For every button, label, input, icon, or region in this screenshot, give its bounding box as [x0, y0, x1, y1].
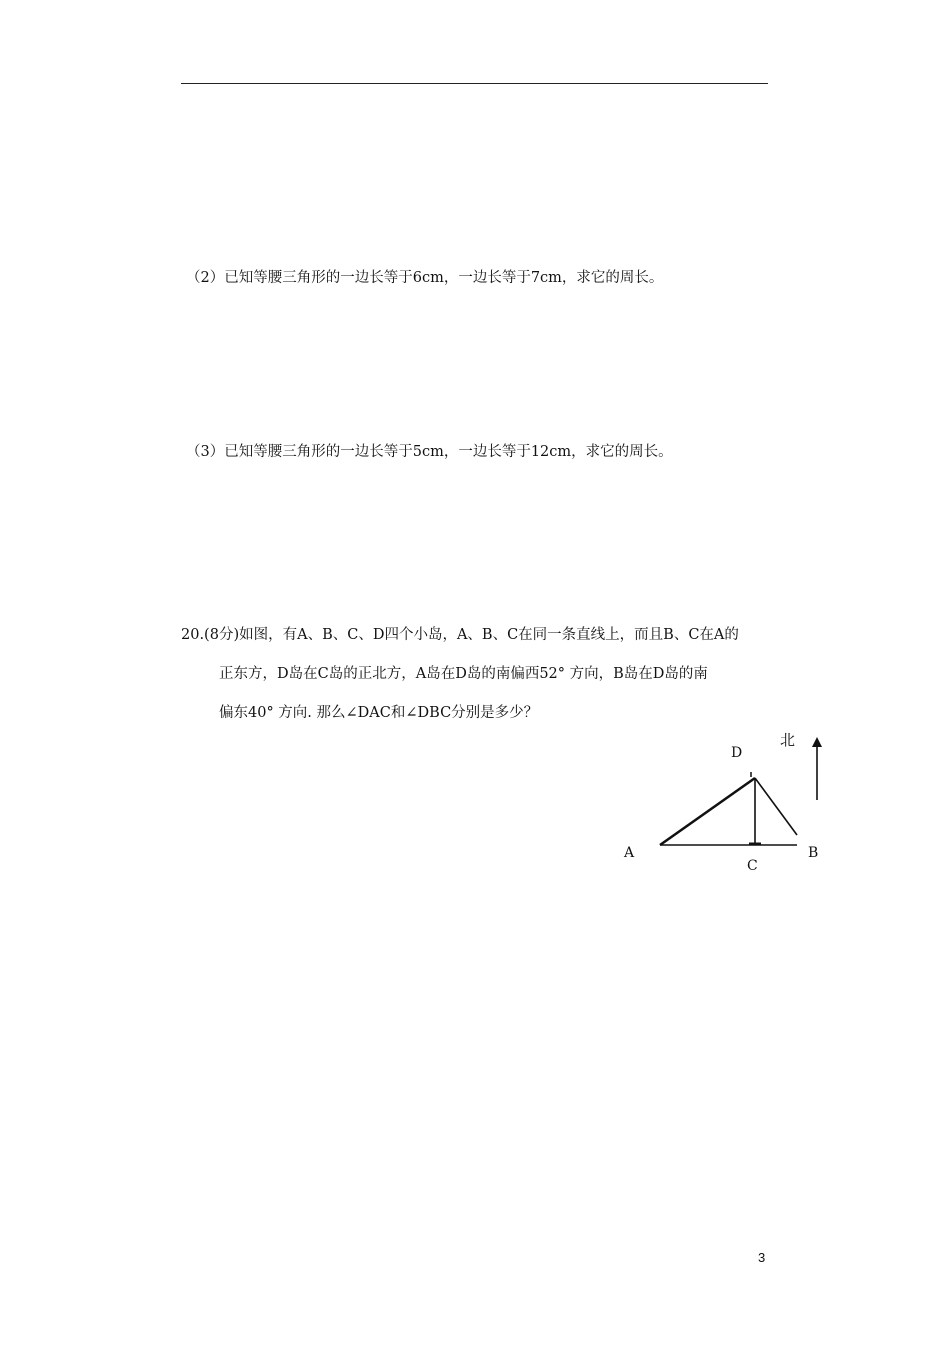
- island-geometry-figure: [610, 725, 840, 885]
- label-d: D: [731, 745, 743, 761]
- label-a: A: [624, 845, 635, 861]
- segment-db: [755, 778, 797, 835]
- question-20-line-3: 偏东40° 方向. 那么∠DAC和∠DBC分别是多少？: [219, 705, 539, 721]
- question-3-text: （3）已知等腰三角形的一边长等于5cm，一边长等于12cm，求它的周长。: [186, 444, 673, 460]
- question-20-line-2: 正东方，D岛在C岛的正北方，A岛在D岛的南偏西52° 方向，B岛在D岛的南: [219, 666, 708, 682]
- label-c: C: [747, 858, 758, 874]
- label-north: 北: [780, 731, 796, 749]
- question-2-text: （2）已知等腰三角形的一边长等于6cm，一边长等于7cm，求它的周长。: [186, 270, 664, 286]
- segment-ad: [660, 778, 755, 845]
- page-number: 3: [758, 1250, 766, 1265]
- north-arrow-icon: [812, 737, 822, 747]
- header-rule: [181, 83, 768, 84]
- label-b: B: [808, 845, 819, 861]
- question-20-line-1: 20.(8分)如图，有A、B、C、D四个小岛，A、B、C在同一条直线上，而且B、C在A的: [181, 627, 739, 643]
